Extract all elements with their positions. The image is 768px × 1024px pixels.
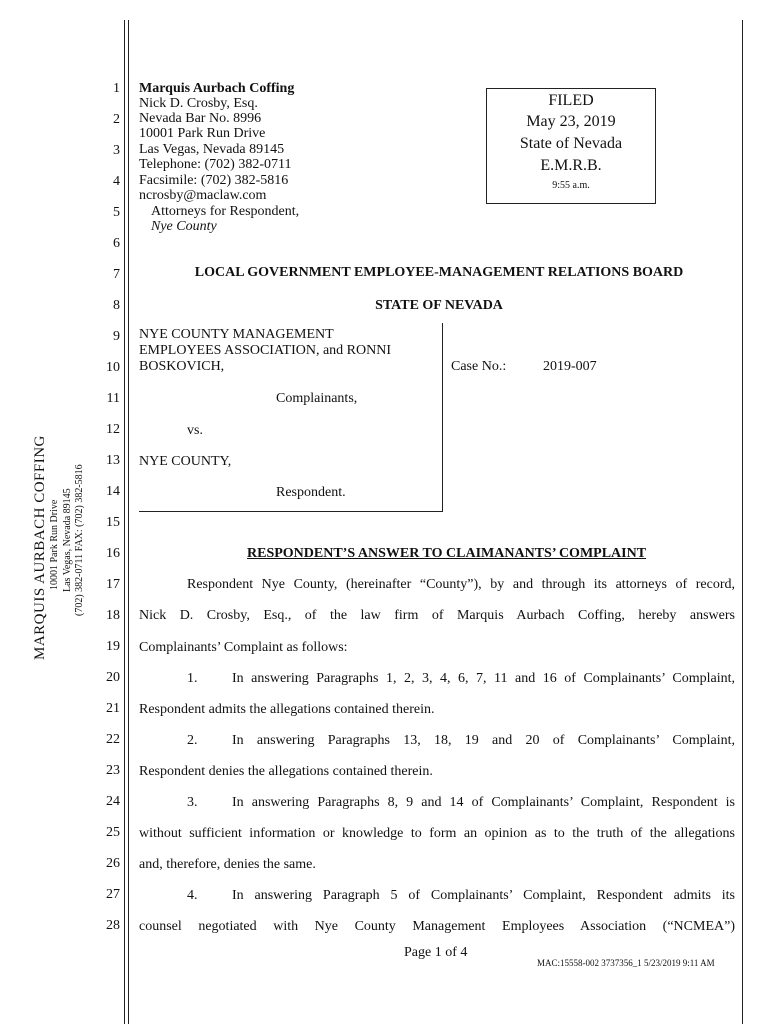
- line-number: 24: [106, 794, 120, 809]
- line-number: 21: [106, 701, 120, 716]
- line-number: 10: [106, 360, 120, 375]
- line-number: 22: [106, 732, 120, 747]
- attorney-address1: 10001 Park Run Drive: [139, 126, 266, 141]
- attorney-bar: Nevada Bar No. 8996: [139, 111, 262, 126]
- sidebar-phone: (702) 382-0711 FAX: (702) 382-5816: [74, 464, 85, 616]
- intro-line-3: Complainants’ Complaint as follows:: [139, 640, 348, 655]
- line-number: 12: [106, 422, 120, 437]
- court-state: STATE OF NEVADA: [375, 298, 503, 313]
- stamp-date: May 23, 2019: [526, 113, 616, 130]
- intro-line-2: Nick D. Crosby, Esq., of the law firm of Marquis Aurbach Coffing, hereby answers: [139, 608, 735, 623]
- line-number: 25: [106, 825, 120, 840]
- sidebar-firm-name: MARQUIS AURBACH COFFING: [32, 435, 48, 660]
- para-4-number: 4.: [187, 888, 198, 903]
- stamp-board: E.M.R.B.: [540, 157, 602, 174]
- sidebar-address1: 10001 Park Run Drive: [49, 499, 60, 590]
- para-4-line-2: counsel negotiated with Nye County Management Employees Association (“NCMEA”): [139, 919, 735, 934]
- filed-stamp: [486, 88, 656, 204]
- line-number: 13: [106, 453, 120, 468]
- line-number: 9: [113, 329, 120, 344]
- para-1-number: 1.: [187, 671, 198, 686]
- attorney-email: ncrosby@maclaw.com: [139, 188, 267, 203]
- para-2-line-2: Respondent denies the allegations contained therein.: [139, 764, 433, 779]
- attorney-role: Attorneys for Respondent,: [151, 204, 300, 219]
- caption-party1-role: Complainants,: [276, 391, 358, 406]
- caption-party1-line1: NYE COUNTY MANAGEMENT: [139, 327, 334, 342]
- line-number: 4: [113, 174, 120, 189]
- page-number: Page 1 of 4: [404, 945, 468, 960]
- attorney-address2: Las Vegas, Nevada 89145: [139, 142, 285, 157]
- intro-line-1: Respondent Nye County, (hereinafter “County”), by and through its attorneys of record,: [187, 577, 735, 592]
- line-number: 20: [106, 670, 120, 685]
- line-number: 6: [113, 236, 120, 251]
- para-4-line-1: In answering Paragraph 5 of Complainants’ Complaint, Respondent admits its: [232, 888, 735, 903]
- document-title: RESPONDENT’S ANSWER TO CLAIMANANTS’ COMPLAINT: [247, 546, 647, 561]
- para-2-number: 2.: [187, 733, 198, 748]
- caption-party1-line3: BOSKOVICH,: [139, 359, 225, 374]
- line-number: 23: [106, 763, 120, 778]
- para-3-line-1: In answering Paragraphs 8, 9 and 14 of Complainants’ Complaint, Respondent is: [232, 795, 735, 810]
- line-number: 8: [113, 298, 120, 313]
- caption-vertical-rule: [442, 323, 443, 511]
- right-margin-rule: [742, 20, 743, 1024]
- line-number: 27: [106, 887, 120, 902]
- attorney-client: Nye County: [151, 219, 217, 234]
- para-1-line-2: Respondent admits the allegations contained therein.: [139, 702, 435, 717]
- stamp-time: 9:55 a.m.: [552, 180, 590, 191]
- attorney-name: Nick D. Crosby, Esq.: [139, 96, 258, 111]
- line-number: 28: [106, 918, 120, 933]
- left-margin-rule: [124, 20, 125, 1024]
- line-number: 7: [113, 267, 120, 282]
- caption-party2: NYE COUNTY,: [139, 454, 232, 469]
- line-number: 11: [106, 391, 120, 406]
- para-3-line-2: without sufficient information or knowledge to form an opinion as to the truth of the allegations: [139, 826, 735, 841]
- line-number: 26: [106, 856, 120, 871]
- line-number: 16: [106, 546, 120, 561]
- sidebar-address2: Las Vegas, Nevada 89145: [62, 488, 73, 592]
- para-3-line-3: and, therefore, denies the same.: [139, 857, 316, 872]
- line-number: 19: [106, 639, 120, 654]
- line-number: 17: [106, 577, 120, 592]
- attorney-facsimile: Facsimile: (702) 382-5816: [139, 173, 289, 188]
- line-number: 14: [106, 484, 120, 499]
- caption-vs: vs.: [187, 423, 203, 438]
- case-number: 2019-007: [543, 359, 597, 374]
- stamp-filed: FILED: [548, 92, 594, 109]
- attorney-telephone: Telephone: (702) 382-0711: [139, 157, 292, 172]
- line-number: 2: [113, 112, 120, 127]
- caption-party2-role: Respondent.: [276, 485, 346, 500]
- caption-bottom-rule: [139, 511, 443, 512]
- line-number: 1: [113, 81, 120, 96]
- para-3-number: 3.: [187, 795, 198, 810]
- document-id: MAC:15558-002 3737356_1 5/23/2019 9:11 AM: [537, 958, 715, 968]
- attorney-firm: Marquis Aurbach Coffing: [139, 81, 295, 96]
- caption-party1-line2: EMPLOYEES ASSOCIATION, and RONNI: [139, 343, 392, 358]
- line-number: 18: [106, 608, 120, 623]
- court-title: LOCAL GOVERNMENT EMPLOYEE-MANAGEMENT RELATIONS BOARD: [194, 265, 684, 280]
- stamp-state: State of Nevada: [519, 135, 623, 152]
- left-margin-rule-inner: [128, 20, 129, 1024]
- para-1-line-1: In answering Paragraphs 1, 2, 3, 4, 6, 7, 11 and 16 of Complainants’ Complaint,: [232, 671, 735, 686]
- line-number: 5: [113, 205, 120, 220]
- line-number: 3: [113, 143, 120, 158]
- case-number-label: Case No.:: [451, 359, 507, 374]
- para-2-line-1: In answering Paragraphs 13, 18, 19 and 20 of Complainants’ Complaint,: [232, 733, 735, 748]
- line-number: 15: [106, 515, 120, 530]
